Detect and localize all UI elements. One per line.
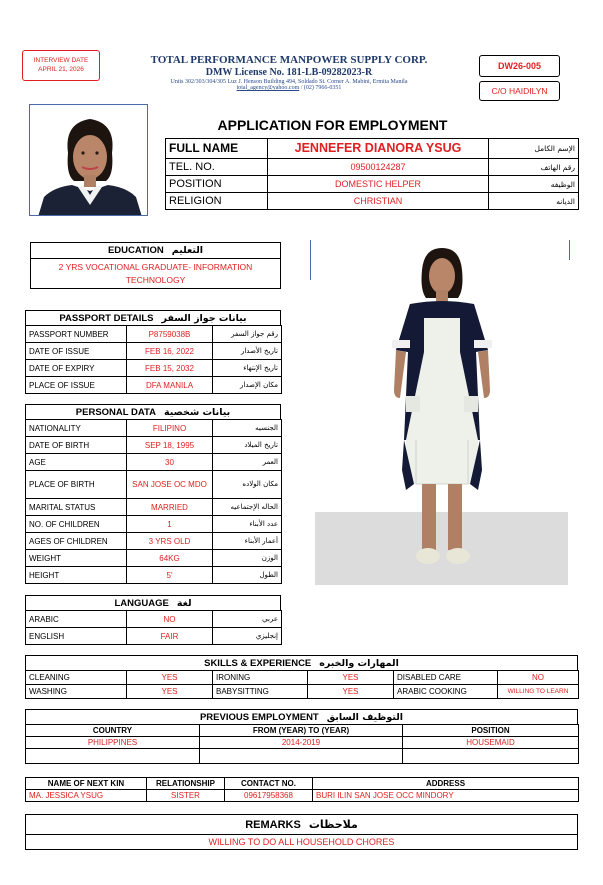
personal-arabic: الوزن — [213, 550, 282, 567]
passport-label: DATE OF EXPIRY — [26, 360, 127, 377]
personal-row — [26, 516, 282, 533]
kin-header-address: ADDRESS — [313, 778, 579, 790]
skill-value: NO — [498, 671, 579, 685]
skill-label: WASHING — [26, 685, 127, 699]
prev-empty-cell — [200, 749, 403, 764]
personal-title: PERSONAL DATA بيانات شخصية — [25, 404, 281, 420]
skill-label: BABYSITTING — [213, 685, 308, 699]
passport-value: P8759038B — [127, 326, 213, 343]
passport-arabic: مكان الإصدار — [213, 377, 282, 394]
skills-table — [25, 670, 579, 699]
personal-label: PLACE OF BIRTH — [26, 471, 127, 499]
personal-value: 1 — [127, 516, 213, 533]
skill-value: YES — [127, 671, 213, 685]
personal-row — [26, 420, 282, 437]
skill-label: DISABLED CARE — [394, 671, 498, 685]
personal-row — [26, 533, 282, 550]
prev-empty-cell — [403, 749, 579, 764]
personal-value: 3 YRS OLD — [127, 533, 213, 550]
prev-header-position: POSITION — [403, 725, 579, 737]
personal-arabic: أعمار الأبناء — [213, 533, 282, 550]
agency-contact — [120, 85, 458, 91]
kin-header-contact: CONTACT NO. — [225, 778, 313, 790]
prev-country: PHILIPPINES — [26, 737, 200, 749]
main-info-value: 09500124287 — [268, 159, 489, 176]
passport-label: DATE OF ISSUE — [26, 343, 127, 360]
language-value: FAIR — [127, 628, 213, 645]
personal-value: 64KG — [127, 550, 213, 567]
remarks-title: REMARKS ملاحظات — [26, 815, 577, 835]
main-info-value: DOMESTIC HELPER — [268, 176, 489, 193]
skill-value: YES — [308, 671, 394, 685]
agency-phone: / (02) 7966-0351 — [299, 85, 342, 91]
skill-label: IRONING — [213, 671, 308, 685]
application-code-box: DW26-005 — [479, 55, 560, 77]
personal-label: HEIGHT — [26, 567, 127, 584]
language-title: LANGUAGE لغة — [25, 595, 281, 611]
passport-label: PLACE OF ISSUE — [26, 377, 127, 394]
main-info-arabic: الديانه — [489, 193, 579, 210]
skill-value: WILLING TO LEARN — [498, 685, 579, 699]
language-arabic: إنجليزي — [213, 628, 282, 645]
personal-label: AGES OF CHILDREN — [26, 533, 127, 550]
passport-value: DFA MANILA — [127, 377, 213, 394]
skill-label: ARABIC COOKING — [394, 685, 498, 699]
language-value: NO — [127, 611, 213, 628]
language-arabic: عربي — [213, 611, 282, 628]
personal-arabic: عدد الأبناء — [213, 516, 282, 533]
personal-table — [25, 419, 282, 584]
skills-row — [26, 685, 579, 699]
prev-years: 2014-2019 — [200, 737, 403, 749]
main-info-arabic: رقم الهاتف — [489, 159, 579, 176]
personal-value: SEP 18, 1995 — [127, 437, 213, 454]
agency-license: DMW License No. 181-LB-09282023-R — [205, 67, 373, 78]
main-info-row — [166, 139, 579, 159]
kin-name: MA. JESSICA YSUG — [26, 790, 147, 802]
main-info-row — [166, 193, 579, 210]
main-info-label: TEL. NO. — [166, 159, 268, 176]
personal-arabic: الحاله الإجتماعيه — [213, 499, 282, 516]
next-kin-table — [25, 777, 579, 802]
main-info-value: CHRISTIAN — [268, 193, 489, 210]
passport-arabic: تاريخ الإنتهاء — [213, 360, 282, 377]
education-value: 2 YRS VOCATIONAL GRADUATE- INFORMATION TECHNOLOGY — [58, 262, 253, 285]
kin-relationship: SISTER — [147, 790, 225, 802]
prev-position: HOUSEMAID — [403, 737, 579, 749]
language-row — [26, 611, 282, 628]
personal-label: WEIGHT — [26, 550, 127, 567]
main-info-label: POSITION — [166, 176, 268, 193]
personal-label: DATE OF BIRTH — [26, 437, 127, 454]
passport-arabic: تاريخ الأصدار — [213, 343, 282, 360]
agency-email[interactable]: total_agency@yahoo.com — [236, 85, 300, 91]
personal-row — [26, 437, 282, 454]
applicant-full-body-photo — [310, 240, 570, 585]
passport-row — [26, 360, 282, 377]
education-title: EDUCATION التعليم — [31, 243, 280, 259]
personal-arabic: الطول — [213, 567, 282, 584]
personal-row — [26, 567, 282, 584]
main-info-row — [166, 176, 579, 193]
passport-title: PASSPORT DETAILS بيانات جواز السفر — [25, 310, 281, 326]
personal-label: NATIONALITY — [26, 420, 127, 437]
interview-date-value: APRIL 21, 2026 — [38, 66, 84, 73]
education-section — [30, 242, 281, 289]
personal-arabic: تاريخ الميلاد — [213, 437, 282, 454]
passport-arabic: رقم جواز السفر — [213, 326, 282, 343]
remarks-value: WILLING TO DO ALL HOUSEHOLD CHORES — [208, 837, 395, 847]
interview-date-box — [22, 50, 100, 81]
passport-row — [26, 343, 282, 360]
prev-employment-title: PREVIOUS EMPLOYMENT التوظيف السابق — [25, 709, 578, 725]
full-body-photo-icon — [310, 240, 570, 585]
personal-row — [26, 471, 282, 499]
passport-row — [26, 377, 282, 394]
personal-row — [26, 550, 282, 567]
skills-title: SKILLS & EXPERIENCE المهارات والخبره — [25, 655, 578, 671]
personal-value: FILIPINO — [127, 420, 213, 437]
personal-value: SAN JOSE OC MDO — [127, 471, 213, 499]
personal-value: 5' — [127, 567, 213, 584]
kin-address: BURI ILIN SAN JOSE OCC MINDORY — [313, 790, 579, 802]
personal-row — [26, 454, 282, 471]
main-info-table — [165, 138, 579, 210]
kin-header-relationship: RELATIONSHIP — [147, 778, 225, 790]
personal-label: AGE — [26, 454, 127, 471]
skill-value: YES — [308, 685, 394, 699]
personal-arabic: الجنسيه — [213, 420, 282, 437]
language-label: ARABIC — [26, 611, 127, 628]
applicant-headshot — [29, 104, 148, 216]
passport-value: FEB 16, 2022 — [127, 343, 213, 360]
main-info-value: JENNEFER DIANORA YSUG — [268, 139, 489, 159]
main-info-arabic: الإسم الكامل — [489, 139, 579, 159]
kin-contact: 09617958368 — [225, 790, 313, 802]
personal-value: MARRIED — [127, 499, 213, 516]
prev-header-years: FROM (YEAR) TO (YEAR) — [200, 725, 403, 737]
form-title: APPLICATION FOR EMPLOYMENT — [217, 117, 448, 133]
language-table — [25, 610, 282, 645]
skill-value: YES — [127, 685, 213, 699]
personal-arabic: العمر — [213, 454, 282, 471]
care-of-box: C/O HAIDILYN — [479, 81, 560, 101]
skills-row — [26, 671, 579, 685]
agency-header — [120, 54, 458, 91]
main-info-label: RELIGION — [166, 193, 268, 210]
agency-address: Units 302/303/304/305 Luz J. Henson Building 494, Soldado St. Corner A. Mabini, Ermita Manila — [170, 79, 408, 85]
personal-value: 30 — [127, 454, 213, 471]
personal-label: MARITAL STATUS — [26, 499, 127, 516]
passport-value: FEB 15, 2032 — [127, 360, 213, 377]
passport-row — [26, 326, 282, 343]
headshot-icon — [30, 105, 148, 216]
main-info-row — [166, 159, 579, 176]
main-info-label: FULL NAME — [166, 139, 268, 159]
skill-label: CLEANING — [26, 671, 127, 685]
prev-employment-table — [25, 724, 579, 764]
kin-header-name: NAME OF NEXT KIN — [26, 778, 147, 790]
personal-arabic: مكان الولاده — [213, 471, 282, 499]
remarks-section — [25, 814, 578, 850]
passport-label: PASSPORT NUMBER — [26, 326, 127, 343]
prev-empty-cell — [26, 749, 200, 764]
agency-name: TOTAL PERFORMANCE MANPOWER SUPPLY CORP. — [150, 54, 428, 66]
passport-table — [25, 325, 282, 394]
personal-row — [26, 499, 282, 516]
prev-header-country: COUNTRY — [26, 725, 200, 737]
main-info-arabic: الوظيفه — [489, 176, 579, 193]
interview-date-label: INTERVIEW DATE — [33, 57, 89, 64]
personal-label: NO. OF CHILDREN — [26, 516, 127, 533]
language-label: ENGLISH — [26, 628, 127, 645]
language-row — [26, 628, 282, 645]
